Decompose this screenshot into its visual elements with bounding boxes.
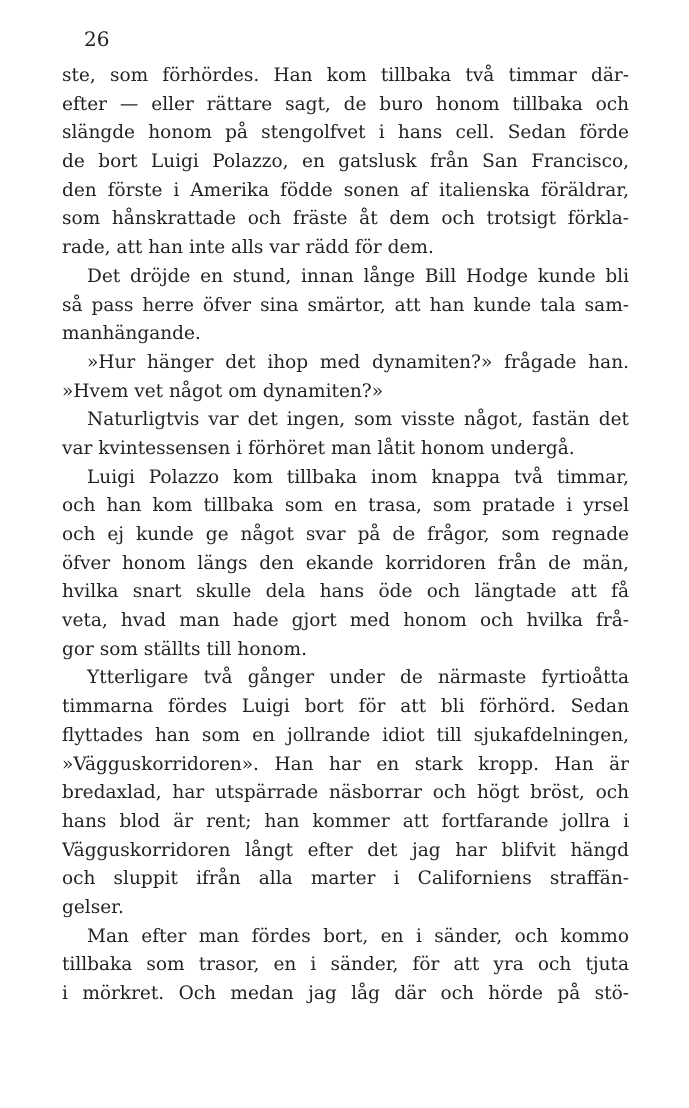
text-line: den förste i Amerika födde sonen af italienska föräldrar, — [62, 179, 629, 201]
text-line: Vägguskorridoren långt efter det jag har blifvit hängd — [62, 839, 629, 861]
body-text — [62, 62, 629, 1009]
text-line: de bort Luigi Polazzo, en gatslusk från San Francisco, — [62, 151, 629, 173]
text-line: hans blod är rent; han kommer att fortfarande jollra i — [62, 810, 629, 832]
text-line: efter — eller rättare sagt, de buro honom tillbaka och — [62, 93, 629, 115]
text-line: och han kom tillbaka som en trasa, som pratade i yrsel — [62, 495, 629, 517]
text-line: rade, att han inte alls var rädd för dem. — [62, 237, 434, 259]
text-line: bredaxlad, har utspärrade näsborrar och högt bröst, och — [62, 782, 629, 804]
text-line: och ej kunde ge något svar på de frågor, som regnade — [62, 524, 629, 545]
text-line: Man efter man fördes bort, en i sänder, och kommo — [87, 925, 629, 947]
text-line: var kvintessensen i förhöret man låtit honom undergå. — [62, 437, 575, 459]
text-line: Det dröjde en stund, innan långe Bill Hodge kunde bli — [87, 265, 629, 287]
text-line: »Hur hänger det ihop med dynamiten?» frågade han. — [87, 351, 629, 373]
text-line: så pass herre öfver sina smärtor, att han kunde tala sam- — [62, 294, 629, 316]
text-line: Ytterligare två gånger under de närmaste fyrtioåtta — [87, 667, 629, 689]
text-line: hvilka snart skulle dela hans öde och längtade att få — [62, 581, 629, 603]
text-line: slängde honom på stengolfvet i hans cell. Sedan förde — [62, 122, 629, 144]
text-line: »Vägguskorridoren». Han har en stark kropp. Han är — [62, 753, 629, 775]
text-line: Luigi Polazzo kom tillbaka inom knappa två timmar, — [87, 466, 629, 488]
text-line: veta, hvad man hade gjort med honom och hvilka frå- — [62, 610, 629, 632]
text-line: Naturligtvis var det ingen, som visste något, fastän det — [87, 409, 629, 431]
text-line: öfver honom längs den ekande korridoren från de män, — [62, 552, 629, 574]
text-line: flyttades han som en jollrande idiot till sjukafdelningen, — [62, 724, 629, 746]
text-line: manhängande. — [62, 323, 201, 345]
text-line: i mörkret. Och medan jag låg där och hörde på stö- — [62, 983, 629, 1004]
text-line: »Hvem vet något om dynamiten?» — [62, 380, 384, 402]
text-line: tillbaka som trasor, en i sänder, för att yra och tjuta — [62, 954, 629, 976]
text-line: som hånskrattade och fräste åt dem och trotsigt förkla- — [62, 208, 629, 230]
text-line: ste, som förhördes. Han kom tillbaka två timmar där- — [62, 65, 629, 86]
text-line: och sluppit ifrån alla marter i Californiens straffän- — [62, 868, 629, 890]
text-line: timmarna fördes Luigi bort för att bli förhörd. Sedan — [62, 696, 629, 718]
text-line: gelser. — [62, 896, 124, 918]
text-line: gor som ställts till honom. — [62, 638, 307, 660]
page-number: 26 — [84, 27, 110, 51]
